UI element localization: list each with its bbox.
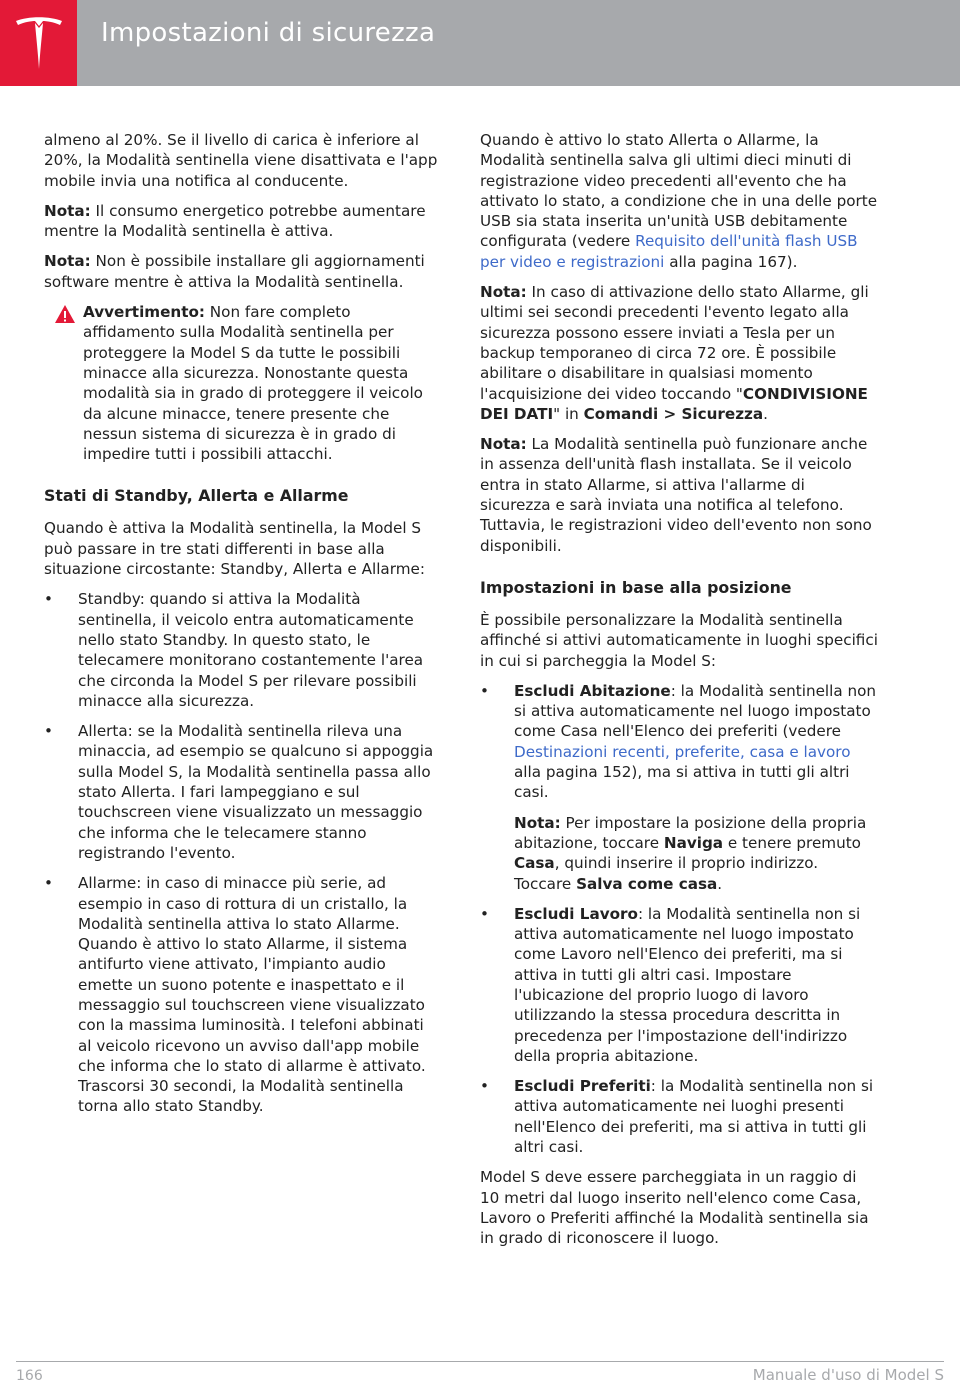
warning-block	[44, 302, 438, 464]
item-text: : la Modalità sentinella non si attiva automaticamente nel luogo impostato come Lavoro nell'Elenco dei preferiti, ma si attiva in tutti gli altri casi. Impostare l'ubicazione del proprio luogo di lavoro utilizzando la stessa procedura descritta in precedenza per l'impostazione dell'indirizzo della propria abitazione.	[514, 904, 861, 1065]
item-text: : la Modalità sentinella non si attiva automaticamente nel luogo impostato come Casa nell'Elenco dei preferiti (vedere	[514, 681, 877, 741]
note	[44, 201, 438, 242]
note-text: In caso di attivazione dello stato Allarme, gli ultimi sei secondi precedenti l'evento legato alla sicurezza possono essere inviati a Tesla per un backup temporaneo di circa 72 ore. È possibile abilitare o disabilitare in qualsiasi momento l'acquisizione dei video toccando "	[480, 283, 869, 403]
note-bold: CONDIVISIONE DEI DATI	[480, 384, 868, 423]
note-bold: Naviga	[663, 833, 724, 852]
note-bold: Casa	[514, 854, 555, 873]
list-item	[480, 1076, 878, 1157]
note	[514, 813, 878, 894]
list-item	[480, 681, 878, 894]
note-text: Il consumo energetico potrebbe aumentare mentre la Modalità sentinella è attiva.	[44, 201, 426, 241]
usb-requirement-link[interactable]: Requisito dell'unità flash USB per video e registrazioni	[480, 232, 858, 271]
right-column	[480, 130, 878, 1259]
note-bold: Comandi > Sicurezza	[583, 404, 764, 423]
tesla-logo-icon	[14, 15, 64, 71]
manual-title: Manuale d'uso di Model S	[752, 1366, 944, 1384]
note-text: .	[763, 404, 768, 423]
note	[480, 282, 878, 424]
item-label: Escludi Abitazione	[514, 681, 671, 700]
note-label: Nota:	[514, 813, 561, 832]
page-number: 166	[16, 1368, 43, 1384]
paragraph: almeno al 20%. Se il livello di carica è inferiore al 20%, la Modalità sentinella viene disattivata e l'app mobile invia una notifica al conducente.	[44, 131, 438, 190]
note-text: " in	[553, 404, 584, 423]
item-text: alla pagina 152), ma si attiva in tutti gli altri casi.	[514, 763, 850, 802]
note-text: .	[717, 874, 723, 893]
note-text: Per impostare la posizione della propria abitazione, toccare	[514, 813, 867, 852]
footer-divider	[16, 1361, 944, 1362]
paragraph-text: alla pagina 167).	[664, 252, 798, 271]
brand-logo-box	[0, 0, 77, 86]
states-list	[44, 589, 438, 1116]
section-heading: Impostazioni in base alla posizione	[480, 577, 792, 597]
item-label: Escludi Lavoro	[514, 904, 638, 923]
note	[44, 251, 438, 292]
note-text: Non è possibile installare gli aggiornamenti software mentre è attiva la Modalità sentinella.	[44, 252, 425, 291]
left-column	[44, 130, 438, 1127]
note-label: Nota:	[44, 201, 91, 220]
item-text: : la Modalità sentinella non si attiva automaticamente nei luoghi presenti nell'Elenco dei preferiti, ma si attiva in tutti gli altri casi.	[514, 1077, 874, 1157]
list-item: • Standby: quando si attiva la Modalità sentinella, il veicolo entra automaticamente nello stato Standby. In questo stato, le telecamere monitorano costantemente l'area che circonda la Model S per rilevare possibili minacce alla sicurezza.	[44, 589, 438, 711]
paragraph: Quando è attiva la Modalità sentinella, la Model S può passare in tre stati differenti in base alla situazione circostante: Standby, Allerta e Allarme:	[44, 519, 425, 579]
note-label: Nota:	[480, 435, 527, 454]
list-item: • Allarme: in caso di minacce più serie, ad esempio in caso di rottura di un cristallo, la Modalità sentinella attiva lo stato Allarme. Quando è attivo lo stato Allarme, il sistema antifurto viene attivato, l'impianto audio emette un suono potente e inaspettato e il messaggio sul touchscreen viene visualizzato con la massima luminosità. I telefoni abbinati al veicolo ricevono un avviso dall'app mobile che informa che lo stato di allarme è attivato. Trascorsi 30 secondi, la Modalità sentinella torna allo stato Standby.	[44, 873, 438, 1117]
note-text: e tenere premuto	[723, 833, 861, 852]
note	[480, 434, 878, 556]
location-settings-list	[480, 681, 878, 1158]
section-heading: Stati di Standby, Allerta e Allarme	[44, 486, 349, 506]
note-text: , quindi inserire il proprio indirizzo. Toccare	[514, 854, 819, 893]
paragraph	[480, 130, 878, 272]
note-label: Nota:	[44, 252, 91, 271]
warning-text: Non fare completo affidamento sulla Modalità sentinella per proteggere la Model S da tutte le possibili minacce alla sicurezza. Nonostante questa modalità sia in grado di proteggere il veicolo da alcune minacce, tenere presente che nessun sistema di sicurezza è in grado di impedire tutti i possibili attacchi.	[83, 303, 423, 464]
paragraph-text: Quando è attivo lo stato Allerta o Allarme, la Modalità sentinella salva gli ultimi dieci minuti di registrazione video precedenti all'evento che ha attivato lo stato, a condizione che in una delle porte USB sia stata inserita un'unità USB debitamente configurata (vedere	[480, 131, 878, 251]
list-item	[480, 904, 878, 1066]
paragraph: Model S deve essere parcheggiata in un raggio di 10 metri dal luogo inserito nell'elenco come Casa, Lavoro o Preferiti affinché la Modalità sentinella sia in grado di riconoscere il luogo.	[480, 1168, 869, 1248]
destinations-link[interactable]: Destinazioni recenti, preferite, casa e lavoro	[514, 742, 851, 761]
paragraph: È possibile personalizzare la Modalità sentinella affinché si attivi automaticamente in luoghi specifici in cui si parcheggia la Model S:	[480, 610, 878, 670]
page-title: Impostazioni di sicurezza	[101, 18, 436, 48]
item-label: Escludi Preferiti	[514, 1077, 651, 1096]
note-text: La Modalità sentinella può funzionare anche in assenza dell'unità flash installata. Se il veicolo entra in stato Allarme, si attiva l'allarme di sicurezza e sarà inviata una notifica al telefono. Tuttavia, le registrazioni video dell'evento non sono disponibili.	[480, 435, 872, 555]
warning-label: Avvertimento:	[83, 303, 205, 322]
note-bold: Salva come casa	[576, 874, 718, 893]
list-item: • Allerta: se la Modalità sentinella rileva una minaccia, ad esempio se qualcuno si appoggia sulla Model S, la Modalità sentinella passa allo stato Allerta. I fari lampeggiano e sul touchscreen viene visualizzato un messaggio che informa che le telecamere stanno registrando l'evento.	[44, 721, 438, 863]
note-label: Nota:	[480, 283, 527, 302]
page-header	[0, 0, 960, 86]
warning-icon	[54, 304, 76, 324]
